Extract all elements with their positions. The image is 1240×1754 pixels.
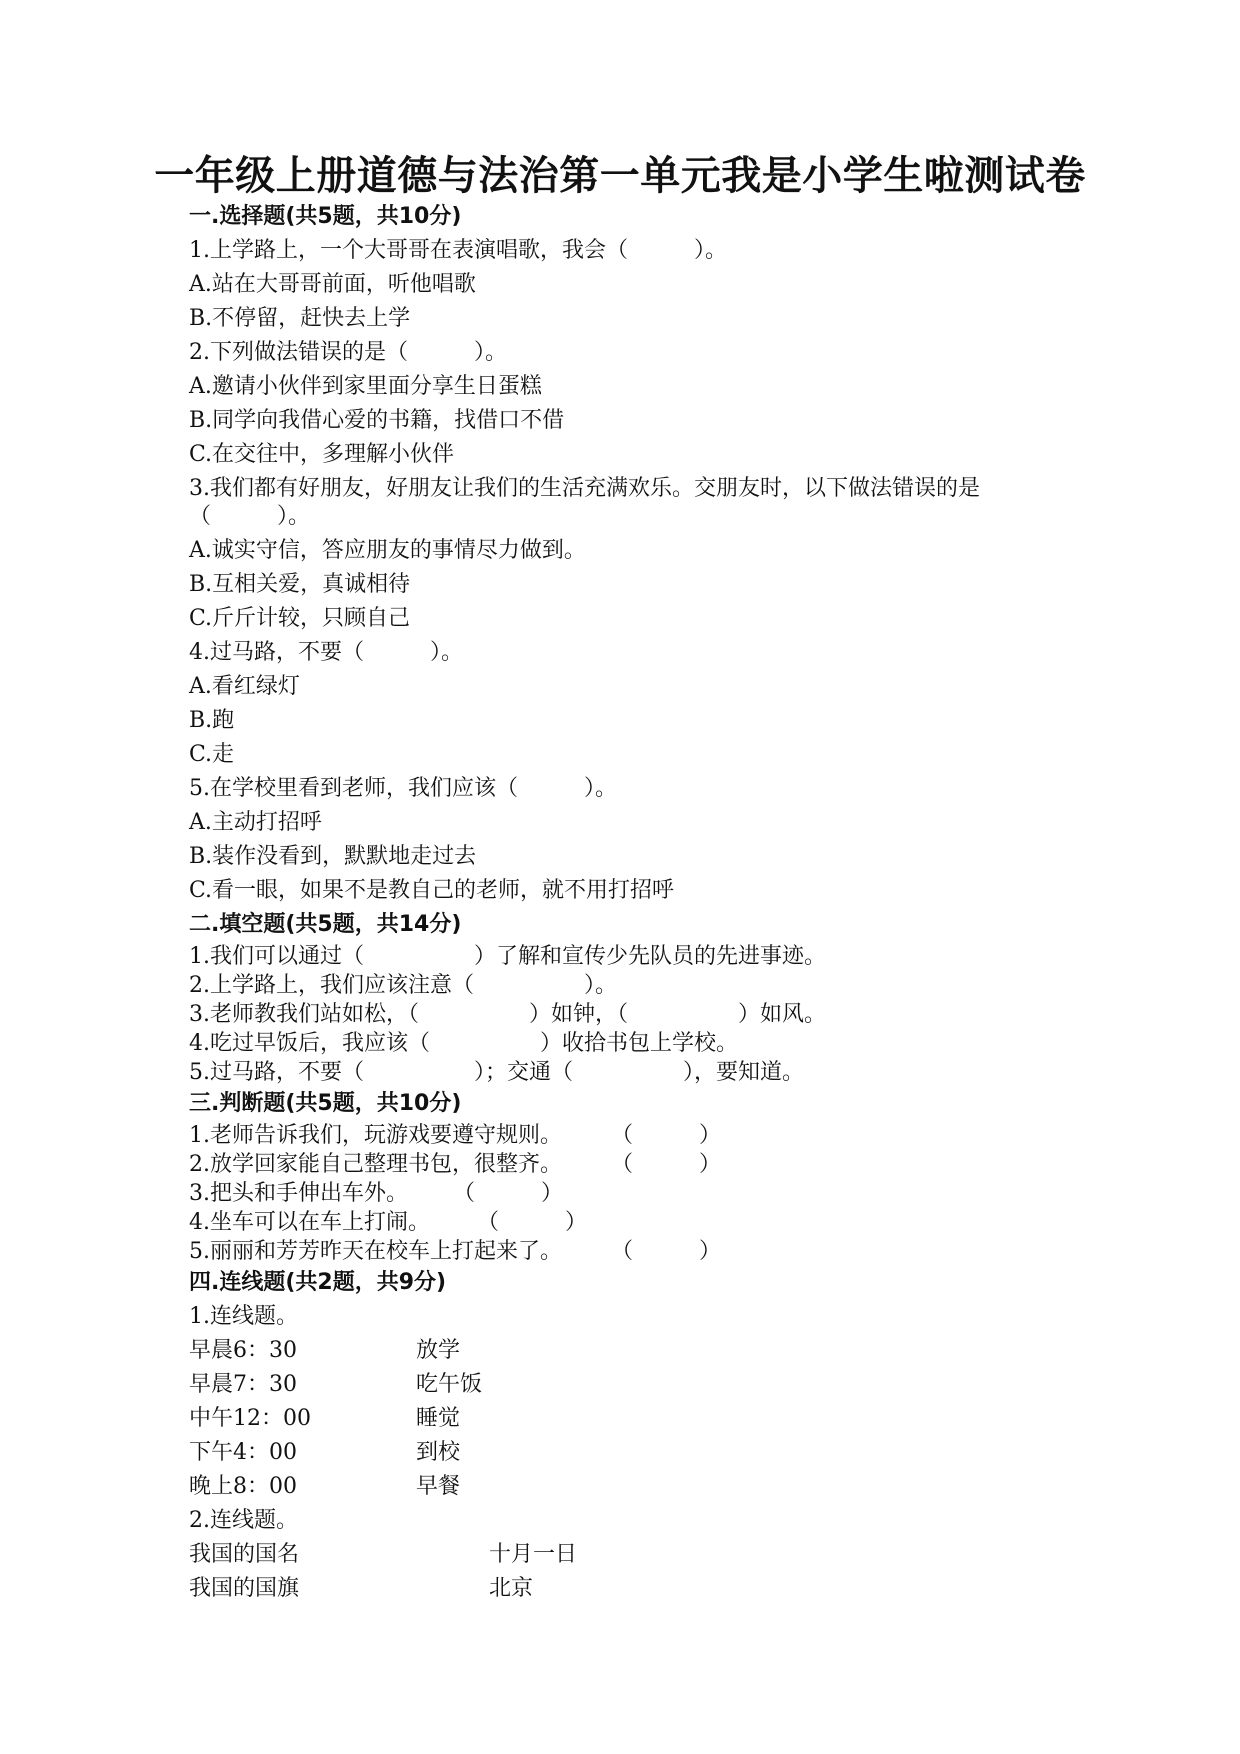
- answer-option: B.跑: [189, 708, 235, 733]
- question-stem: 5.在学校里看到老师，我们应该（ ）。: [189, 776, 617, 801]
- match-row: [189, 1572, 1069, 1606]
- answer-option: A.诚实守信，答应朋友的事情尽力做到。: [189, 538, 586, 563]
- question-stem: 1.上学路上，一个大哥哥在表演唱歌，我会（ ）。: [189, 238, 727, 263]
- judge-question-text: 3.把头和手伸出车外。: [189, 1181, 408, 1206]
- judge-question: [189, 1208, 1069, 1237]
- question-stem: 2.下列做法错误的是（ ）。: [189, 340, 507, 365]
- judge-question-text: 5.丽丽和芳芳昨天在校车上打起来了。: [189, 1239, 562, 1264]
- fill-question: 2.上学路上，我们应该注意（ ）。: [189, 973, 617, 998]
- exam-title: 一年级上册道德与法治第一单元我是小学生啦测试卷: [154, 153, 1086, 199]
- match-right: 放学: [416, 1338, 461, 1363]
- exam-content: [189, 200, 1069, 1606]
- answer-option: C.走: [189, 742, 235, 767]
- answer-option: B.装作没看到，默默地走过去: [189, 844, 477, 869]
- judge-question-text: 4.坐车可以在车上打闹。: [189, 1210, 430, 1235]
- fill-question: 5.过马路，不要（ ）；交通（ ），要知道。: [189, 1060, 804, 1085]
- match-left: 早晨6：30: [189, 1338, 297, 1363]
- question-stem: 1.连线题。: [189, 1304, 298, 1329]
- match-row: [189, 1368, 1069, 1402]
- match-left: 下午4：00: [189, 1440, 297, 1465]
- section-heading-choice: 一.选择题(共5题，共10分): [189, 204, 462, 229]
- fill-question: 3.老师教我们站如松，（ ）如钟，（ ）如风。: [189, 1002, 826, 1027]
- match-right: 早餐: [416, 1474, 461, 1499]
- answer-option: A.邀请小伙伴到家里面分享生日蛋糕: [189, 374, 542, 399]
- answer-option: C.看一眼，如果不是教自己的老师，就不用打招呼: [189, 878, 675, 903]
- fill-question: 1.我们可以通过（ ）了解和宣传少先队员的先进事迹。: [189, 944, 826, 969]
- match-right: 睡觉: [416, 1406, 461, 1431]
- match-row: [189, 1538, 1069, 1572]
- section-heading-match: 四.连线题(共2题，共9分): [189, 1270, 447, 1295]
- match-right: 十月一日: [489, 1542, 578, 1567]
- question-stem: 2.连线题。: [189, 1508, 298, 1533]
- section-heading-judge: 三.判断题(共5题，共10分): [189, 1091, 462, 1116]
- answer-parentheses: （ ）: [453, 1181, 564, 1206]
- match-left: 中午12：00: [189, 1406, 311, 1431]
- judge-question: [189, 1150, 1069, 1179]
- judge-question: [189, 1237, 1069, 1266]
- answer-parentheses: （ ）: [611, 1239, 722, 1264]
- answer-parentheses: （ ）: [611, 1123, 722, 1148]
- match-row: [189, 1436, 1069, 1470]
- answer-option: B.同学向我借心爱的书籍，找借口不借: [189, 408, 565, 433]
- match-row: [189, 1470, 1069, 1504]
- match-right: 吃午饭: [416, 1372, 483, 1397]
- match-row: [189, 1334, 1069, 1368]
- match-right: 北京: [489, 1576, 534, 1601]
- answer-option: C.斤斤计较，只顾自己: [189, 606, 411, 631]
- answer-option: A.站在大哥哥前面，听他唱歌: [189, 272, 476, 297]
- answer-option: A.主动打招呼: [189, 810, 322, 835]
- answer-parentheses: （ ）: [477, 1210, 588, 1235]
- match-left: 我国的国名: [189, 1542, 300, 1567]
- answer-parentheses: （ ）: [611, 1152, 722, 1177]
- answer-option: B.互相关爱，真诚相待: [189, 572, 411, 597]
- match-row: [189, 1402, 1069, 1436]
- judge-question-text: 1.老师告诉我们，玩游戏要遵守规则。: [189, 1123, 562, 1148]
- match-left: 晚上8：00: [189, 1474, 297, 1499]
- match-left: 早晨7：30: [189, 1372, 297, 1397]
- match-right: 到校: [416, 1440, 461, 1465]
- judge-question-text: 2.放学回家能自己整理书包，很整齐。: [189, 1152, 562, 1177]
- question-stem: 3.我们都有好朋友，好朋友让我们的生活充满欢乐。交朋友时，以下做法错误的是（ ）。: [189, 476, 980, 529]
- answer-option: C.在交往中，多理解小伙伴: [189, 442, 455, 467]
- answer-option: B.不停留，赶快去上学: [189, 306, 411, 331]
- section-heading-fill: 二.填空题(共5题，共14分): [189, 912, 462, 937]
- question-stem: 4.过马路，不要（ ）。: [189, 640, 463, 665]
- fill-question: 4.吃过早饭后，我应该（ ）收拾书包上学校。: [189, 1031, 738, 1056]
- judge-question: [189, 1121, 1069, 1150]
- match-left: 我国的国旗: [189, 1576, 300, 1601]
- answer-option: A.看红绿灯: [189, 674, 300, 699]
- judge-question: [189, 1179, 1069, 1208]
